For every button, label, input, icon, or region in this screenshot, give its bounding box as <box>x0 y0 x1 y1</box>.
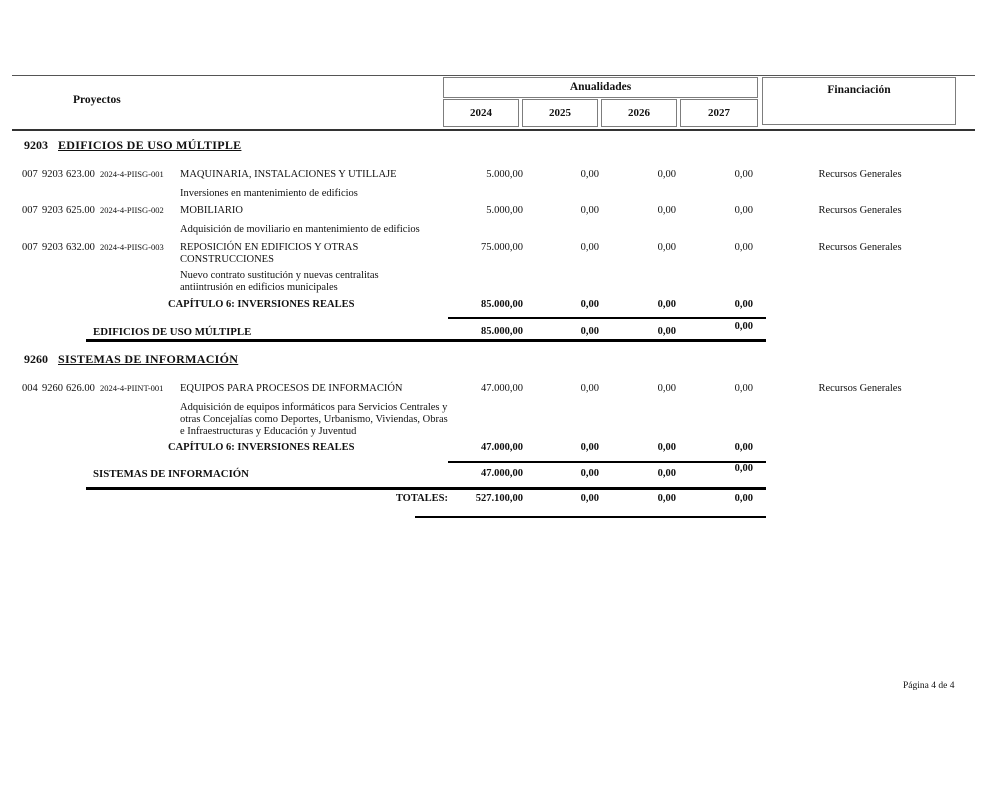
chapter-total-label: CAPÍTULO 6: INVERSIONES REALES <box>168 442 355 453</box>
year-header-2026: 2026 <box>601 99 677 127</box>
amount-2024: 75.000,00 <box>481 242 523 253</box>
project-title: REPOSICIÓN EN EDIFICIOS Y OTRAS CONSTRUCCIONES <box>180 242 359 265</box>
amount-2024: 47.000,00 <box>481 383 523 394</box>
page-number: Página 4 de 4 <box>903 681 955 691</box>
amount-2026: 0,00 <box>657 169 676 180</box>
project-description: Nuevo contrato sustitución y nuevas centralitas antiintrusión en edificios municipales <box>180 270 379 293</box>
anualidades-group-header: Anualidades <box>443 77 758 98</box>
amount-2024: 47.000,00 <box>481 442 523 453</box>
amount-2027: 0,00 <box>734 321 753 332</box>
amount-2026: 0,00 <box>657 468 676 479</box>
project-code: 2024-4-PIISG-003 <box>100 242 164 252</box>
project-description: Adquisición de moviliario en mantenimiento de edificios <box>180 224 420 235</box>
amount-2026: 0,00 <box>657 326 676 337</box>
project-code: 2024-4-PIISG-001 <box>100 169 164 179</box>
section-subtotal-label: EDIFICIOS DE USO MÚLTIPLE <box>93 326 252 338</box>
org-code: 004 <box>22 383 38 394</box>
financing-source: Recursos Generales <box>818 383 902 394</box>
project-code: 2024-4-PIISG-002 <box>100 205 164 215</box>
functional-code: 9203 <box>42 242 63 253</box>
amount-2026: 0,00 <box>657 493 676 504</box>
amount-2027: 0,00 <box>734 205 753 216</box>
amount-2025: 0,00 <box>580 205 599 216</box>
project-description: Adquisición de equipos informáticos para Servicios Centrales y otras Concejalías como Deportes, Urbanismo, Viviendas, Obras e Infraestructuras y Educación y Juventud <box>180 402 448 437</box>
amount-2026: 0,00 <box>657 242 676 253</box>
amount-2027: 0,00 <box>734 493 753 504</box>
amount-2025: 0,00 <box>580 326 599 337</box>
amount-2025: 0,00 <box>580 468 599 479</box>
amount-2024: 5.000,00 <box>486 205 523 216</box>
project-title: MAQUINARIA, INSTALACIONES Y UTILLAJE <box>180 169 397 180</box>
amount-2027: 0,00 <box>734 383 753 394</box>
functional-code: 9203 <box>42 169 63 180</box>
amount-2027: 0,00 <box>734 242 753 253</box>
amount-2025: 0,00 <box>580 169 599 180</box>
year-header-2025: 2025 <box>522 99 598 127</box>
org-code: 007 <box>22 242 38 253</box>
subtotal-top-rule <box>448 317 766 319</box>
amount-2027: 0,00 <box>734 169 753 180</box>
amount-2026: 0,00 <box>657 299 676 310</box>
section-subtotal-label: SISTEMAS DE INFORMACIÓN <box>93 468 249 480</box>
amount-2024: 85.000,00 <box>481 326 523 337</box>
year-header-2027: 2027 <box>680 99 758 127</box>
section-code: 9260 <box>24 352 48 366</box>
project-title: EQUIPOS PARA PROCESOS DE INFORMACIÓN <box>180 383 403 394</box>
project-title: MOBILIARIO <box>180 205 243 216</box>
amount-2027: 0,00 <box>734 442 753 453</box>
header-bottom-rule <box>12 129 975 131</box>
project-description: Inversiones en mantenimiento de edificios <box>180 188 358 199</box>
amount-2026: 0,00 <box>657 205 676 216</box>
economic-code: 625.00 <box>66 205 95 216</box>
amount-2025: 0,00 <box>580 242 599 253</box>
functional-code: 9260 <box>42 383 63 394</box>
section-code: 9203 <box>24 138 48 152</box>
amount-2025: 0,00 <box>580 442 599 453</box>
chapter-total-label: CAPÍTULO 6: INVERSIONES REALES <box>168 299 355 310</box>
section-title: EDIFICIOS DE USO MÚLTIPLE <box>58 138 242 152</box>
economic-code: 626.00 <box>66 383 95 394</box>
financing-source: Recursos Generales <box>818 169 902 180</box>
economic-code: 632.00 <box>66 242 95 253</box>
subtotal-bottom-rule <box>86 339 766 342</box>
proyectos-column-header: Proyectos <box>73 94 121 106</box>
economic-code: 623.00 <box>66 169 95 180</box>
section-title: SISTEMAS DE INFORMACIÓN <box>58 352 239 366</box>
amount-2024: 85.000,00 <box>481 299 523 310</box>
amount-2025: 0,00 <box>580 493 599 504</box>
org-code: 007 <box>22 205 38 216</box>
amount-2026: 0,00 <box>657 383 676 394</box>
amount-2025: 0,00 <box>580 299 599 310</box>
functional-code: 9203 <box>42 205 63 216</box>
totals-bottom-rule <box>415 516 766 518</box>
amount-2027: 0,00 <box>734 463 753 474</box>
financing-source: Recursos Generales <box>818 205 902 216</box>
subtotal-bottom-rule <box>86 487 766 490</box>
header-top-rule <box>12 75 975 76</box>
totals-label: TOTALES: <box>395 493 448 504</box>
amount-2024: 527.100,00 <box>475 493 523 504</box>
financiacion-column-header: Financiación <box>762 77 956 125</box>
financing-source: Recursos Generales <box>818 242 902 253</box>
amount-2027: 0,00 <box>734 299 753 310</box>
amount-2026: 0,00 <box>657 442 676 453</box>
year-header-2024: 2024 <box>443 99 519 127</box>
amount-2024: 5.000,00 <box>486 169 523 180</box>
project-code: 2024-4-PIINT-001 <box>100 383 164 393</box>
amount-2024: 47.000,00 <box>481 468 523 479</box>
org-code: 007 <box>22 169 38 180</box>
amount-2025: 0,00 <box>580 383 599 394</box>
